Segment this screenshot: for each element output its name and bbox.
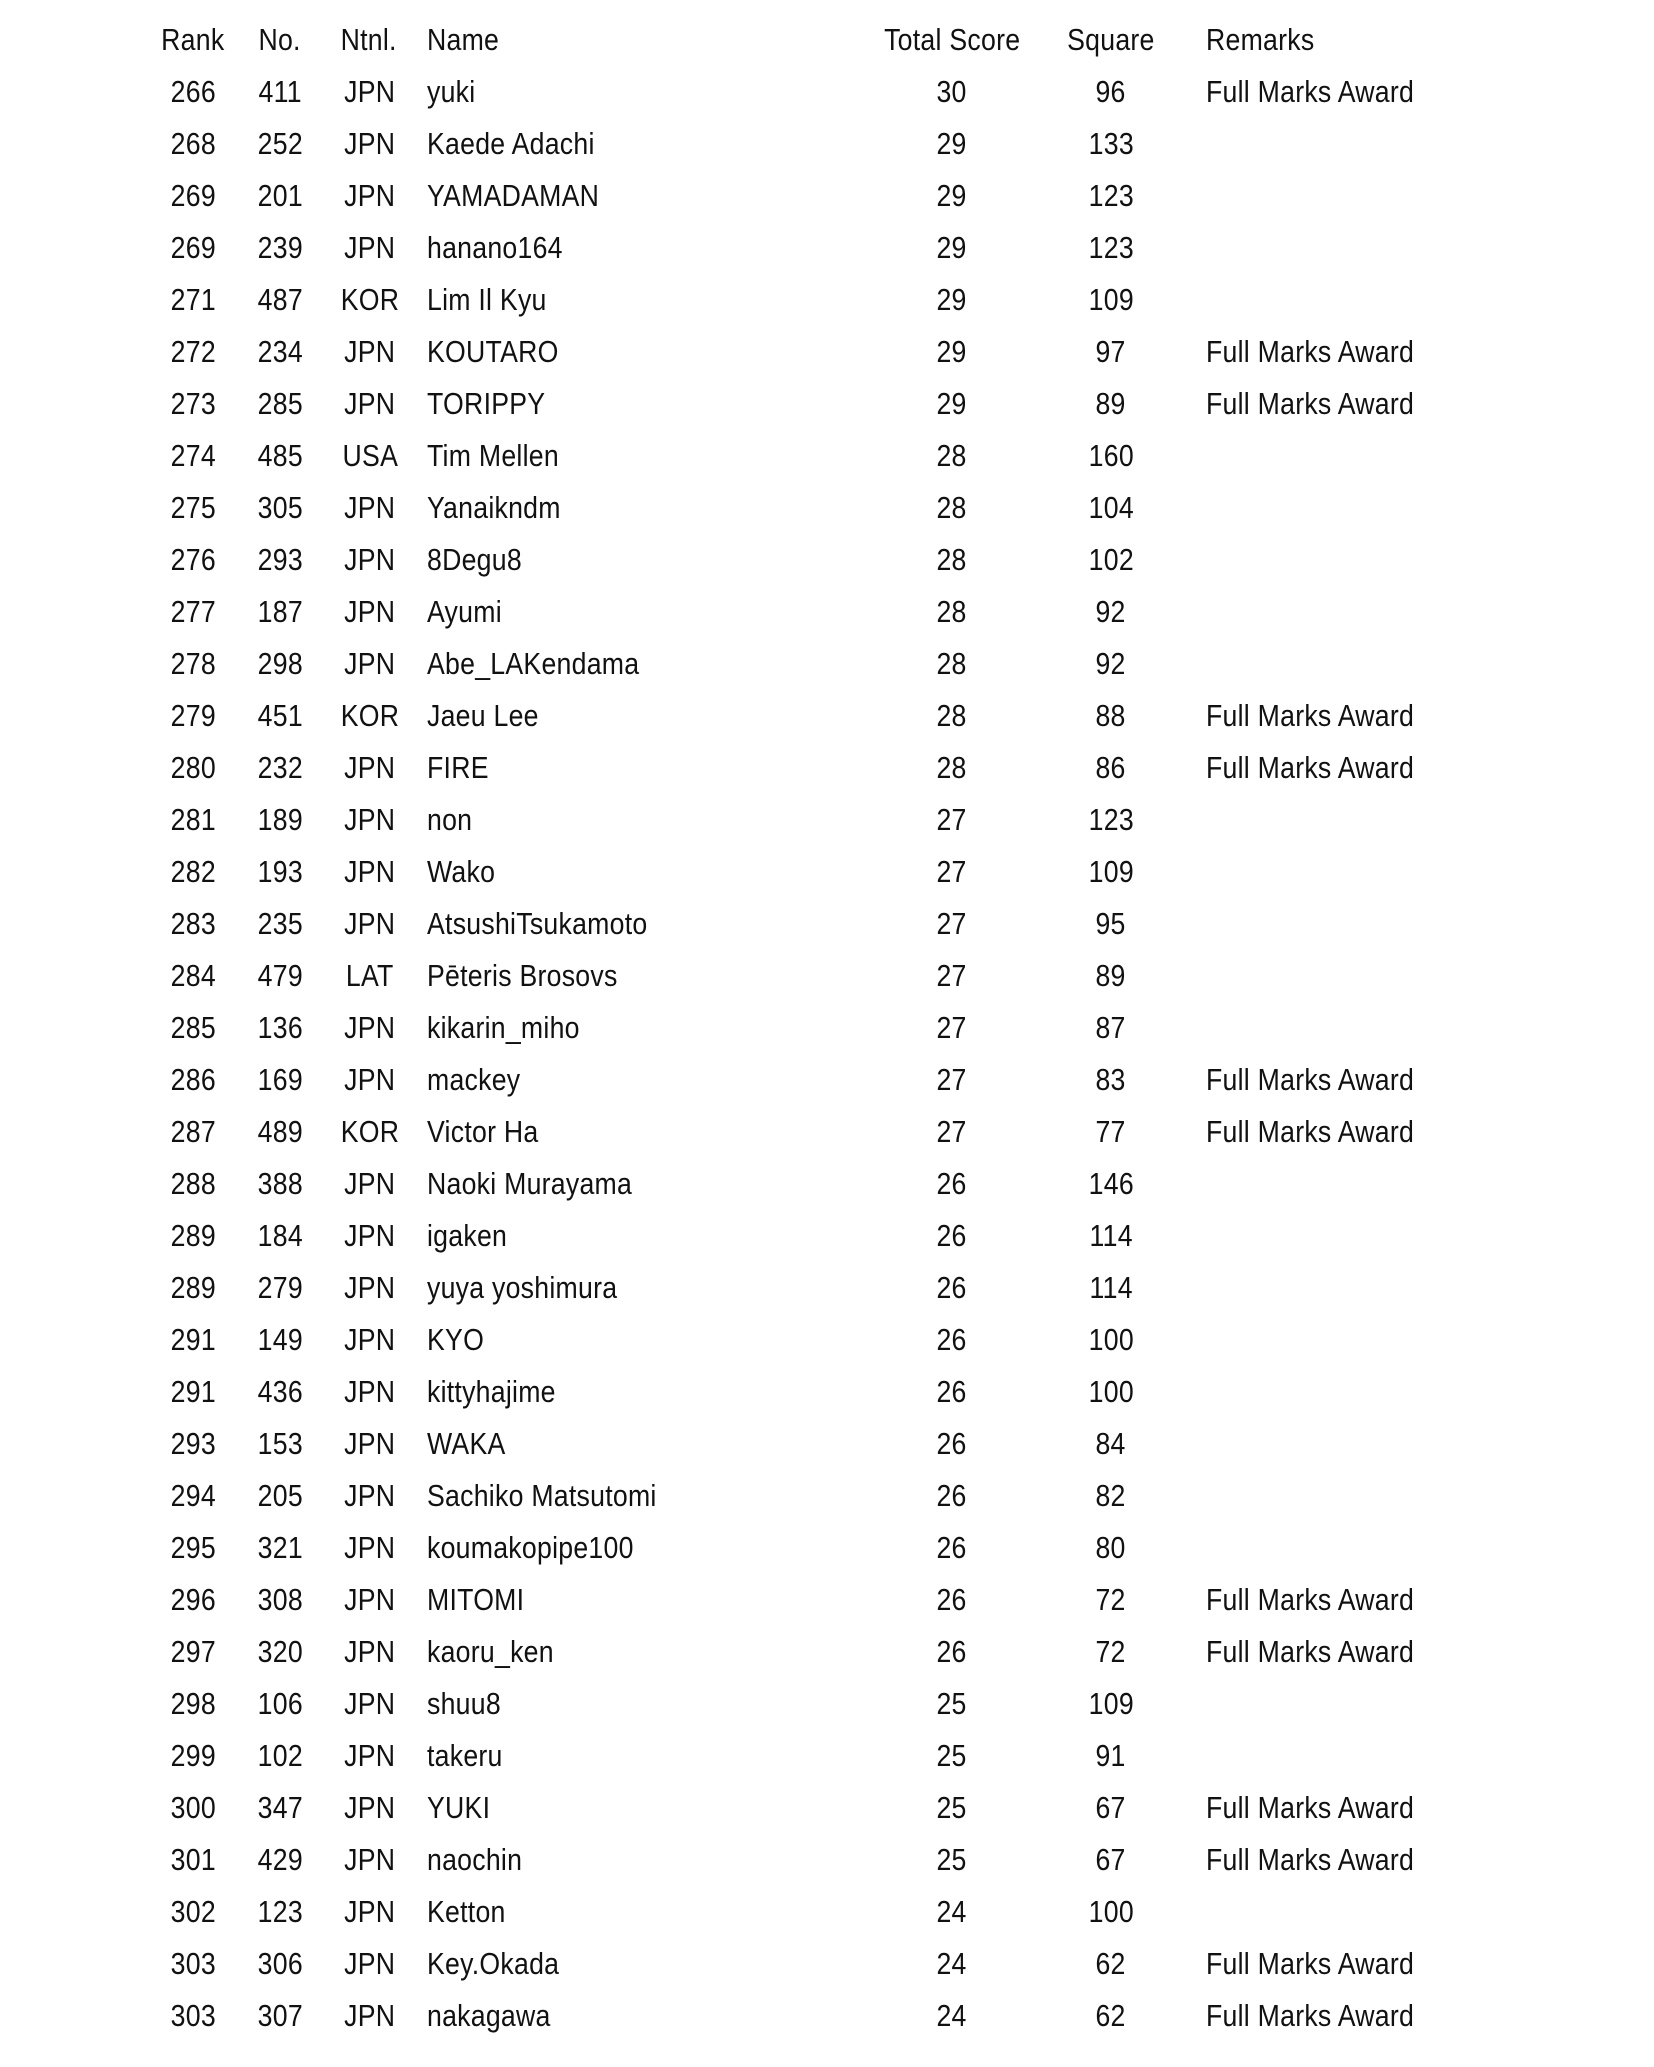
cell-square: 104 [1088, 490, 1134, 525]
cell-no: 388 [257, 1166, 303, 1201]
table-row [0, 482, 1654, 534]
table-row [0, 66, 1654, 118]
cell-rank: 268 [170, 126, 216, 161]
cell-nationality: KOR [340, 282, 400, 317]
table-row [0, 1730, 1654, 1782]
cell-name: Pēteris Brosovs [427, 958, 618, 993]
cell-nationality: JPN [344, 1010, 396, 1045]
table-row [0, 1054, 1654, 1106]
cell-total-score: 28 [936, 438, 968, 473]
cell-square: 62 [1095, 1998, 1127, 2033]
cell-name: Kaede Adachi [427, 126, 595, 161]
cell-name: TORIPPY [427, 386, 546, 421]
table-row [0, 170, 1654, 222]
cell-total-score: 29 [936, 178, 968, 213]
cell-nationality: JPN [344, 542, 396, 577]
cell-rank: 273 [170, 386, 216, 421]
cell-no: 436 [257, 1374, 303, 1409]
cell-total-score: 25 [936, 1790, 968, 1825]
cell-no: 102 [257, 1738, 303, 1773]
cell-nationality: KOR [340, 1114, 400, 1149]
table-row [0, 638, 1654, 690]
cell-rank: 301 [170, 1842, 216, 1877]
cell-name: AtsushiTsukamoto [427, 906, 648, 941]
cell-square: 100 [1088, 1322, 1134, 1357]
cell-total-score: 28 [936, 750, 968, 785]
cell-square: 67 [1095, 1842, 1127, 1877]
cell-no: 193 [257, 854, 303, 889]
cell-nationality: KOR [340, 698, 400, 733]
cell-remarks: Full Marks Award [1206, 1582, 1415, 1617]
cell-rank: 283 [170, 906, 216, 941]
cell-rank: 297 [170, 1634, 216, 1669]
cell-total-score: 24 [936, 1894, 968, 1929]
cell-total-score: 28 [936, 490, 968, 525]
cell-nationality: JPN [344, 906, 396, 941]
cell-remarks: Full Marks Award [1206, 698, 1415, 733]
cell-name: Lim Il Kyu [427, 282, 547, 317]
cell-name: shuu8 [427, 1686, 501, 1721]
cell-square: 82 [1095, 1478, 1127, 1513]
cell-name: 8Degu8 [427, 542, 522, 577]
table-row [0, 534, 1654, 586]
cell-name: Sachiko Matsutomi [427, 1478, 657, 1513]
cell-total-score: 28 [936, 646, 968, 681]
cell-square: 86 [1095, 750, 1127, 785]
cell-square: 102 [1088, 542, 1134, 577]
cell-remarks: Full Marks Award [1206, 386, 1415, 421]
cell-square: 100 [1088, 1374, 1134, 1409]
cell-nationality: JPN [344, 1426, 396, 1461]
cell-rank: 279 [170, 698, 216, 733]
table-row [0, 430, 1654, 482]
cell-name: hanano164 [427, 230, 563, 265]
table-row [0, 1938, 1654, 1990]
cell-square: 80 [1095, 1530, 1127, 1565]
cell-rank: 284 [170, 958, 216, 993]
cell-no: 153 [257, 1426, 303, 1461]
cell-rank: 293 [170, 1426, 216, 1461]
cell-total-score: 27 [936, 1062, 968, 1097]
cell-name: yuya yoshimura [427, 1270, 618, 1305]
cell-total-score: 26 [936, 1426, 968, 1461]
cell-total-score: 26 [936, 1322, 968, 1357]
cell-name: Ketton [427, 1894, 506, 1929]
cell-nationality: JPN [344, 1738, 396, 1773]
cell-square: 92 [1095, 646, 1127, 681]
cell-no: 321 [257, 1530, 303, 1565]
cell-square: 109 [1088, 854, 1134, 889]
cell-name: MITOMI [427, 1582, 525, 1617]
cell-square: 100 [1088, 1894, 1134, 1929]
cell-name: mackey [427, 1062, 521, 1097]
cell-name: Yanaikndm [427, 490, 561, 525]
cell-rank: 269 [170, 178, 216, 213]
cell-rank: 272 [170, 334, 216, 369]
table-row [0, 326, 1654, 378]
table-row [0, 586, 1654, 638]
cell-total-score: 27 [936, 958, 968, 993]
table-row [0, 742, 1654, 794]
cell-no: 285 [257, 386, 303, 421]
cell-total-score: 29 [936, 126, 968, 161]
cell-name: kaoru_ken [427, 1634, 554, 1669]
table-row [0, 1262, 1654, 1314]
cell-name: Ayumi [427, 594, 502, 629]
cell-remarks: Full Marks Award [1206, 1062, 1415, 1097]
table-row [0, 950, 1654, 1002]
cell-no: 205 [257, 1478, 303, 1513]
cell-square: 109 [1088, 1686, 1134, 1721]
cell-name: Wako [427, 854, 496, 889]
table-row [0, 1366, 1654, 1418]
header-remarks: Remarks [1206, 22, 1315, 57]
cell-name: igaken [427, 1218, 508, 1253]
cell-total-score: 26 [936, 1530, 968, 1565]
cell-no: 106 [257, 1686, 303, 1721]
cell-nationality: JPN [344, 1530, 396, 1565]
table-row [0, 378, 1654, 430]
cell-name: KOUTARO [427, 334, 559, 369]
cell-rank: 299 [170, 1738, 216, 1773]
cell-no: 201 [257, 178, 303, 213]
cell-total-score: 29 [936, 334, 968, 369]
table-row [0, 1418, 1654, 1470]
cell-no: 429 [257, 1842, 303, 1877]
cell-total-score: 24 [936, 1998, 968, 2033]
cell-nationality: JPN [344, 1218, 396, 1253]
cell-square: 92 [1095, 594, 1127, 629]
cell-total-score: 26 [936, 1218, 968, 1253]
cell-no: 123 [257, 1894, 303, 1929]
cell-rank: 278 [170, 646, 216, 681]
cell-name: koumakopipe100 [427, 1530, 634, 1565]
cell-name: kikarin_miho [427, 1010, 580, 1045]
cell-square: 84 [1095, 1426, 1127, 1461]
cell-nationality: JPN [344, 802, 396, 837]
cell-square: 89 [1095, 958, 1127, 993]
cell-nationality: JPN [344, 854, 396, 889]
cell-rank: 303 [170, 1946, 216, 1981]
cell-name: YAMADAMAN [427, 178, 600, 213]
cell-nationality: JPN [344, 1478, 396, 1513]
cell-no: 411 [258, 74, 302, 109]
cell-remarks: Full Marks Award [1206, 750, 1415, 785]
cell-no: 293 [257, 542, 303, 577]
cell-rank: 298 [170, 1686, 216, 1721]
cell-no: 232 [257, 750, 303, 785]
cell-square: 146 [1088, 1166, 1134, 1201]
cell-total-score: 27 [936, 1010, 968, 1045]
cell-square: 89 [1095, 386, 1127, 421]
cell-remarks: Full Marks Award [1206, 1998, 1415, 2033]
cell-square: 67 [1095, 1790, 1127, 1825]
table-row [0, 118, 1654, 170]
header-rank: Rank [161, 22, 225, 57]
table-row [0, 1002, 1654, 1054]
cell-rank: 289 [170, 1218, 216, 1253]
cell-square: 83 [1095, 1062, 1127, 1097]
cell-no: 347 [257, 1790, 303, 1825]
cell-nationality: JPN [344, 1946, 396, 1981]
cell-total-score: 27 [936, 1114, 968, 1149]
cell-square: 87 [1095, 1010, 1127, 1045]
table-row [0, 690, 1654, 742]
cell-square: 62 [1095, 1946, 1127, 1981]
cell-no: 487 [257, 282, 303, 317]
cell-square: 109 [1088, 282, 1134, 317]
cell-total-score: 25 [936, 1842, 968, 1877]
cell-square: 123 [1088, 178, 1134, 213]
cell-no: 184 [257, 1218, 303, 1253]
header-no: No. [258, 22, 302, 57]
cell-name: YUKI [427, 1790, 491, 1825]
cell-nationality: JPN [344, 230, 396, 265]
cell-total-score: 29 [936, 386, 968, 421]
cell-square: 91 [1095, 1738, 1127, 1773]
cell-name: yuki [427, 74, 476, 109]
cell-remarks: Full Marks Award [1206, 1634, 1415, 1669]
cell-total-score: 28 [936, 542, 968, 577]
cell-rank: 285 [170, 1010, 216, 1045]
cell-nationality: JPN [344, 1790, 396, 1825]
table-row [0, 1470, 1654, 1522]
cell-no: 298 [257, 646, 303, 681]
cell-total-score: 29 [936, 230, 968, 265]
cell-nationality: JPN [344, 126, 396, 161]
cell-no: 451 [257, 698, 303, 733]
cell-rank: 287 [170, 1114, 216, 1149]
cell-rank: 302 [170, 1894, 216, 1929]
table-row [0, 1782, 1654, 1834]
table-row [0, 1834, 1654, 1886]
cell-rank: 266 [170, 74, 216, 109]
cell-nationality: JPN [344, 1634, 396, 1669]
cell-total-score: 26 [936, 1270, 968, 1305]
cell-nationality: JPN [344, 1270, 396, 1305]
cell-square: 88 [1095, 698, 1127, 733]
cell-total-score: 27 [936, 802, 968, 837]
cell-total-score: 26 [936, 1582, 968, 1617]
cell-rank: 276 [170, 542, 216, 577]
table-row [0, 1522, 1654, 1574]
cell-rank: 271 [170, 282, 216, 317]
cell-no: 307 [257, 1998, 303, 2033]
cell-name: FIRE [427, 750, 489, 785]
cell-total-score: 26 [936, 1166, 968, 1201]
cell-total-score: 24 [936, 1946, 968, 1981]
cell-name: Victor Ha [427, 1114, 539, 1149]
header-square: Square [1067, 22, 1155, 57]
cell-square: 96 [1095, 74, 1127, 109]
table-header-row [0, 14, 1654, 66]
cell-no: 485 [257, 438, 303, 473]
cell-remarks: Full Marks Award [1206, 1790, 1415, 1825]
cell-no: 136 [257, 1010, 303, 1045]
cell-total-score: 30 [936, 74, 968, 109]
cell-name: naochin [427, 1842, 523, 1877]
cell-square: 114 [1089, 1218, 1133, 1253]
cell-nationality: JPN [344, 1686, 396, 1721]
cell-rank: 282 [170, 854, 216, 889]
cell-rank: 286 [170, 1062, 216, 1097]
cell-nationality: JPN [344, 1894, 396, 1929]
cell-rank: 277 [170, 594, 216, 629]
cell-no: 169 [257, 1062, 303, 1097]
cell-square: 72 [1095, 1582, 1127, 1617]
cell-rank: 294 [170, 1478, 216, 1513]
cell-total-score: 29 [936, 282, 968, 317]
table-row [0, 898, 1654, 950]
cell-no: 149 [257, 1322, 303, 1357]
table-row [0, 222, 1654, 274]
header-name: Name [427, 22, 500, 57]
cell-nationality: JPN [344, 594, 396, 629]
cell-nationality: JPN [344, 1322, 396, 1357]
cell-rank: 280 [170, 750, 216, 785]
cell-remarks: Full Marks Award [1206, 74, 1415, 109]
cell-rank: 291 [170, 1322, 216, 1357]
cell-square: 77 [1095, 1114, 1127, 1149]
cell-rank: 275 [170, 490, 216, 525]
cell-nationality: JPN [344, 490, 396, 525]
cell-rank: 300 [170, 1790, 216, 1825]
cell-name: kittyhajime [427, 1374, 556, 1409]
cell-name: Naoki Murayama [427, 1166, 633, 1201]
cell-rank: 289 [170, 1270, 216, 1305]
cell-rank: 281 [170, 802, 216, 837]
table-row [0, 1210, 1654, 1262]
table-row [0, 1886, 1654, 1938]
cell-no: 234 [257, 334, 303, 369]
cell-remarks: Full Marks Award [1206, 1114, 1415, 1149]
table-row [0, 1574, 1654, 1626]
cell-nationality: JPN [344, 1374, 396, 1409]
cell-nationality: JPN [344, 1062, 396, 1097]
cell-nationality: JPN [344, 1998, 396, 2033]
cell-nationality: LAT [346, 958, 394, 993]
cell-nationality: USA [342, 438, 398, 473]
cell-no: 305 [257, 490, 303, 525]
cell-square: 97 [1095, 334, 1127, 369]
cell-square: 123 [1088, 802, 1134, 837]
cell-total-score: 26 [936, 1634, 968, 1669]
header-total-score: Total Score [883, 22, 1021, 57]
cell-nationality: JPN [344, 386, 396, 421]
cell-total-score: 28 [936, 698, 968, 733]
cell-square: 160 [1088, 438, 1134, 473]
cell-rank: 291 [170, 1374, 216, 1409]
cell-no: 308 [257, 1582, 303, 1617]
table-row [0, 1990, 1654, 2042]
cell-total-score: 27 [936, 854, 968, 889]
table-row [0, 846, 1654, 898]
cell-name: takeru [427, 1738, 503, 1773]
cell-remarks: Full Marks Award [1206, 334, 1415, 369]
cell-remarks: Full Marks Award [1206, 1946, 1415, 1981]
cell-total-score: 26 [936, 1374, 968, 1409]
table-row [0, 1626, 1654, 1678]
cell-square: 72 [1095, 1634, 1127, 1669]
cell-nationality: JPN [344, 1582, 396, 1617]
table-row [0, 274, 1654, 326]
cell-no: 187 [257, 594, 303, 629]
cell-square: 133 [1088, 126, 1134, 161]
cell-nationality: JPN [344, 74, 396, 109]
table-row [0, 1106, 1654, 1158]
cell-nationality: JPN [344, 334, 396, 369]
cell-rank: 274 [170, 438, 216, 473]
cell-square: 95 [1095, 906, 1127, 941]
cell-rank: 296 [170, 1582, 216, 1617]
cell-no: 235 [257, 906, 303, 941]
table-row [0, 1158, 1654, 1210]
header-ntnl: Ntnl. [340, 22, 398, 57]
cell-rank: 288 [170, 1166, 216, 1201]
cell-no: 189 [257, 802, 303, 837]
cell-no: 239 [257, 230, 303, 265]
cell-name: non [427, 802, 473, 837]
cell-nationality: JPN [344, 750, 396, 785]
cell-no: 252 [257, 126, 303, 161]
cell-rank: 303 [170, 1998, 216, 2033]
cell-nationality: JPN [344, 1842, 396, 1877]
cell-remarks: Full Marks Award [1206, 1842, 1415, 1877]
cell-name: Abe_LAKendama [427, 646, 640, 681]
cell-nationality: JPN [344, 646, 396, 681]
cell-square: 114 [1089, 1270, 1133, 1305]
cell-no: 489 [257, 1114, 303, 1149]
cell-name: nakagawa [427, 1998, 551, 2033]
cell-no: 279 [257, 1270, 303, 1305]
cell-rank: 295 [170, 1530, 216, 1565]
cell-nationality: JPN [344, 1166, 396, 1201]
cell-no: 479 [257, 958, 303, 993]
cell-total-score: 27 [936, 906, 968, 941]
cell-nationality: JPN [344, 178, 396, 213]
table-row [0, 1678, 1654, 1730]
cell-name: Key.Okada [427, 1946, 560, 1981]
cell-total-score: 25 [936, 1686, 968, 1721]
cell-square: 123 [1088, 230, 1134, 265]
cell-name: KYO [427, 1322, 485, 1357]
cell-total-score: 26 [936, 1478, 968, 1513]
cell-total-score: 28 [936, 594, 968, 629]
cell-name: WAKA [427, 1426, 506, 1461]
table-row [0, 794, 1654, 846]
cell-name: Tim Mellen [427, 438, 559, 473]
cell-no: 320 [257, 1634, 303, 1669]
table-row [0, 1314, 1654, 1366]
cell-rank: 269 [170, 230, 216, 265]
cell-total-score: 25 [936, 1738, 968, 1773]
cell-name: Jaeu Lee [427, 698, 539, 733]
cell-no: 306 [257, 1946, 303, 1981]
